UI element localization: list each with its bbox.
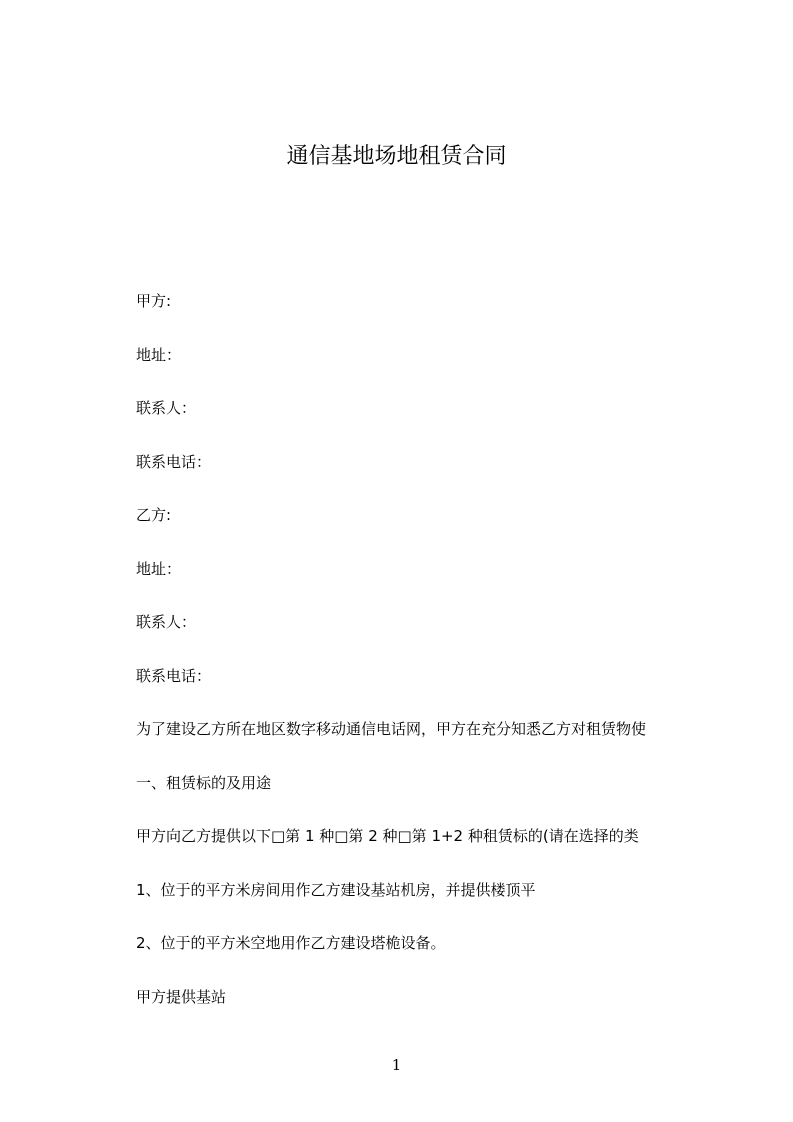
base-station-paragraph: 甲方提供基站 (136, 988, 227, 1006)
preamble-paragraph: 为了建设乙方所在地区数字移动通信电话网，甲方在充分知悉乙方对租赁物使 (136, 720, 647, 738)
party-b-address: 地址： (136, 560, 182, 578)
party-a-address: 地址： (136, 346, 182, 364)
party-b-contact: 联系人： (136, 613, 197, 631)
document-title: 通信基地场地租赁合同 (286, 144, 507, 169)
page-number: 1 (391, 1056, 402, 1074)
lease-item-2: 2、位于的平方米空地用作乙方建设塔桅设备。 (136, 934, 446, 952)
party-a-phone: 联系电话： (136, 453, 212, 471)
lease-item-1: 1、位于的平方米房间用作乙方建设基站机房，并提供楼顶平 (136, 881, 536, 899)
section-heading-1: 一、租赁标的及用途 (136, 774, 272, 792)
party-b-phone: 联系电话： (136, 667, 212, 685)
lease-option-paragraph: 甲方向乙方提供以下□第 1 种□第 2 种□第 1+2 种租赁标的(请在选择的类 (136, 827, 639, 845)
party-b-label: 乙方: (136, 506, 172, 524)
party-a-contact: 联系人： (136, 399, 197, 417)
party-a-label: 甲方: (136, 292, 172, 310)
